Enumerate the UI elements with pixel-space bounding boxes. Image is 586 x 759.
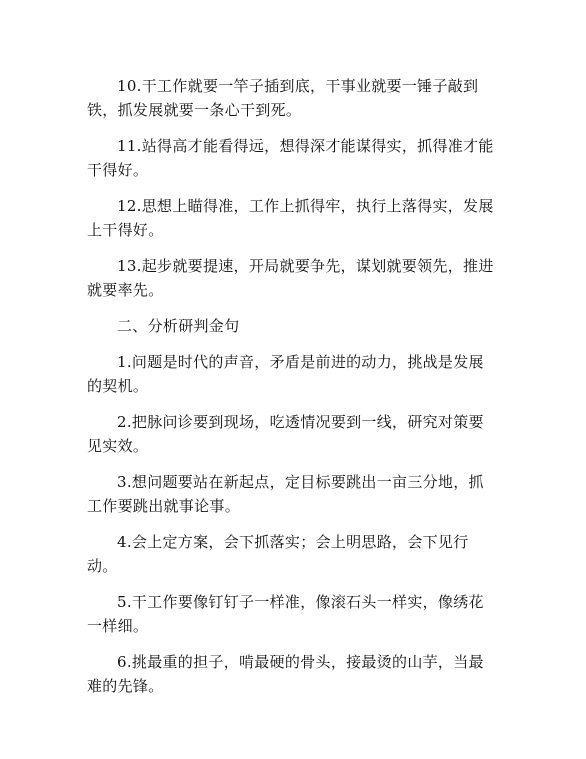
quote-item-11: 11.站得高才能看得远，想得深才能谋得实，抓得准才能干得好。 bbox=[87, 137, 494, 179]
quote-item-3: 3.想问题要站在新起点，定目标要跳出一亩三分地，抓工作要跳出就事论事。 bbox=[87, 473, 484, 515]
quote-item-10: 10.干工作就要一竿子插到底，干事业就要一锤子敲到铁，抓发展就要一条心干到死。 bbox=[87, 77, 479, 119]
quote-item-12: 12.思想上瞄得准，工作上抓得牢，执行上落得实，发展上干得好。 bbox=[87, 197, 494, 239]
document-body bbox=[87, 74, 499, 710]
section-heading: 二、分析研判金句 bbox=[117, 317, 240, 335]
quote-item-1: 1.问题是时代的声音，矛盾是前进的动力，挑战是发展的契机。 bbox=[87, 353, 484, 395]
quote-item-5: 5.干工作要像钉钉子一样准，像滚石头一样实，像绣花一样细。 bbox=[87, 593, 484, 635]
quote-item-6: 6.挑最重的担子，啃最硬的骨头，接最烫的山芋，当最难的先锋。 bbox=[87, 653, 484, 695]
quote-item-4: 4.会上定方案，会下抓落实；会上明思路，会下见行动。 bbox=[87, 533, 469, 575]
quote-item-2: 2.把脉问诊要到现场，吃透情况要到一线，研究对策要见实效。 bbox=[87, 413, 484, 455]
quote-item-13: 13.起步就要提速，开局就要争先，谋划就要领先，推进就要率先。 bbox=[87, 257, 494, 299]
